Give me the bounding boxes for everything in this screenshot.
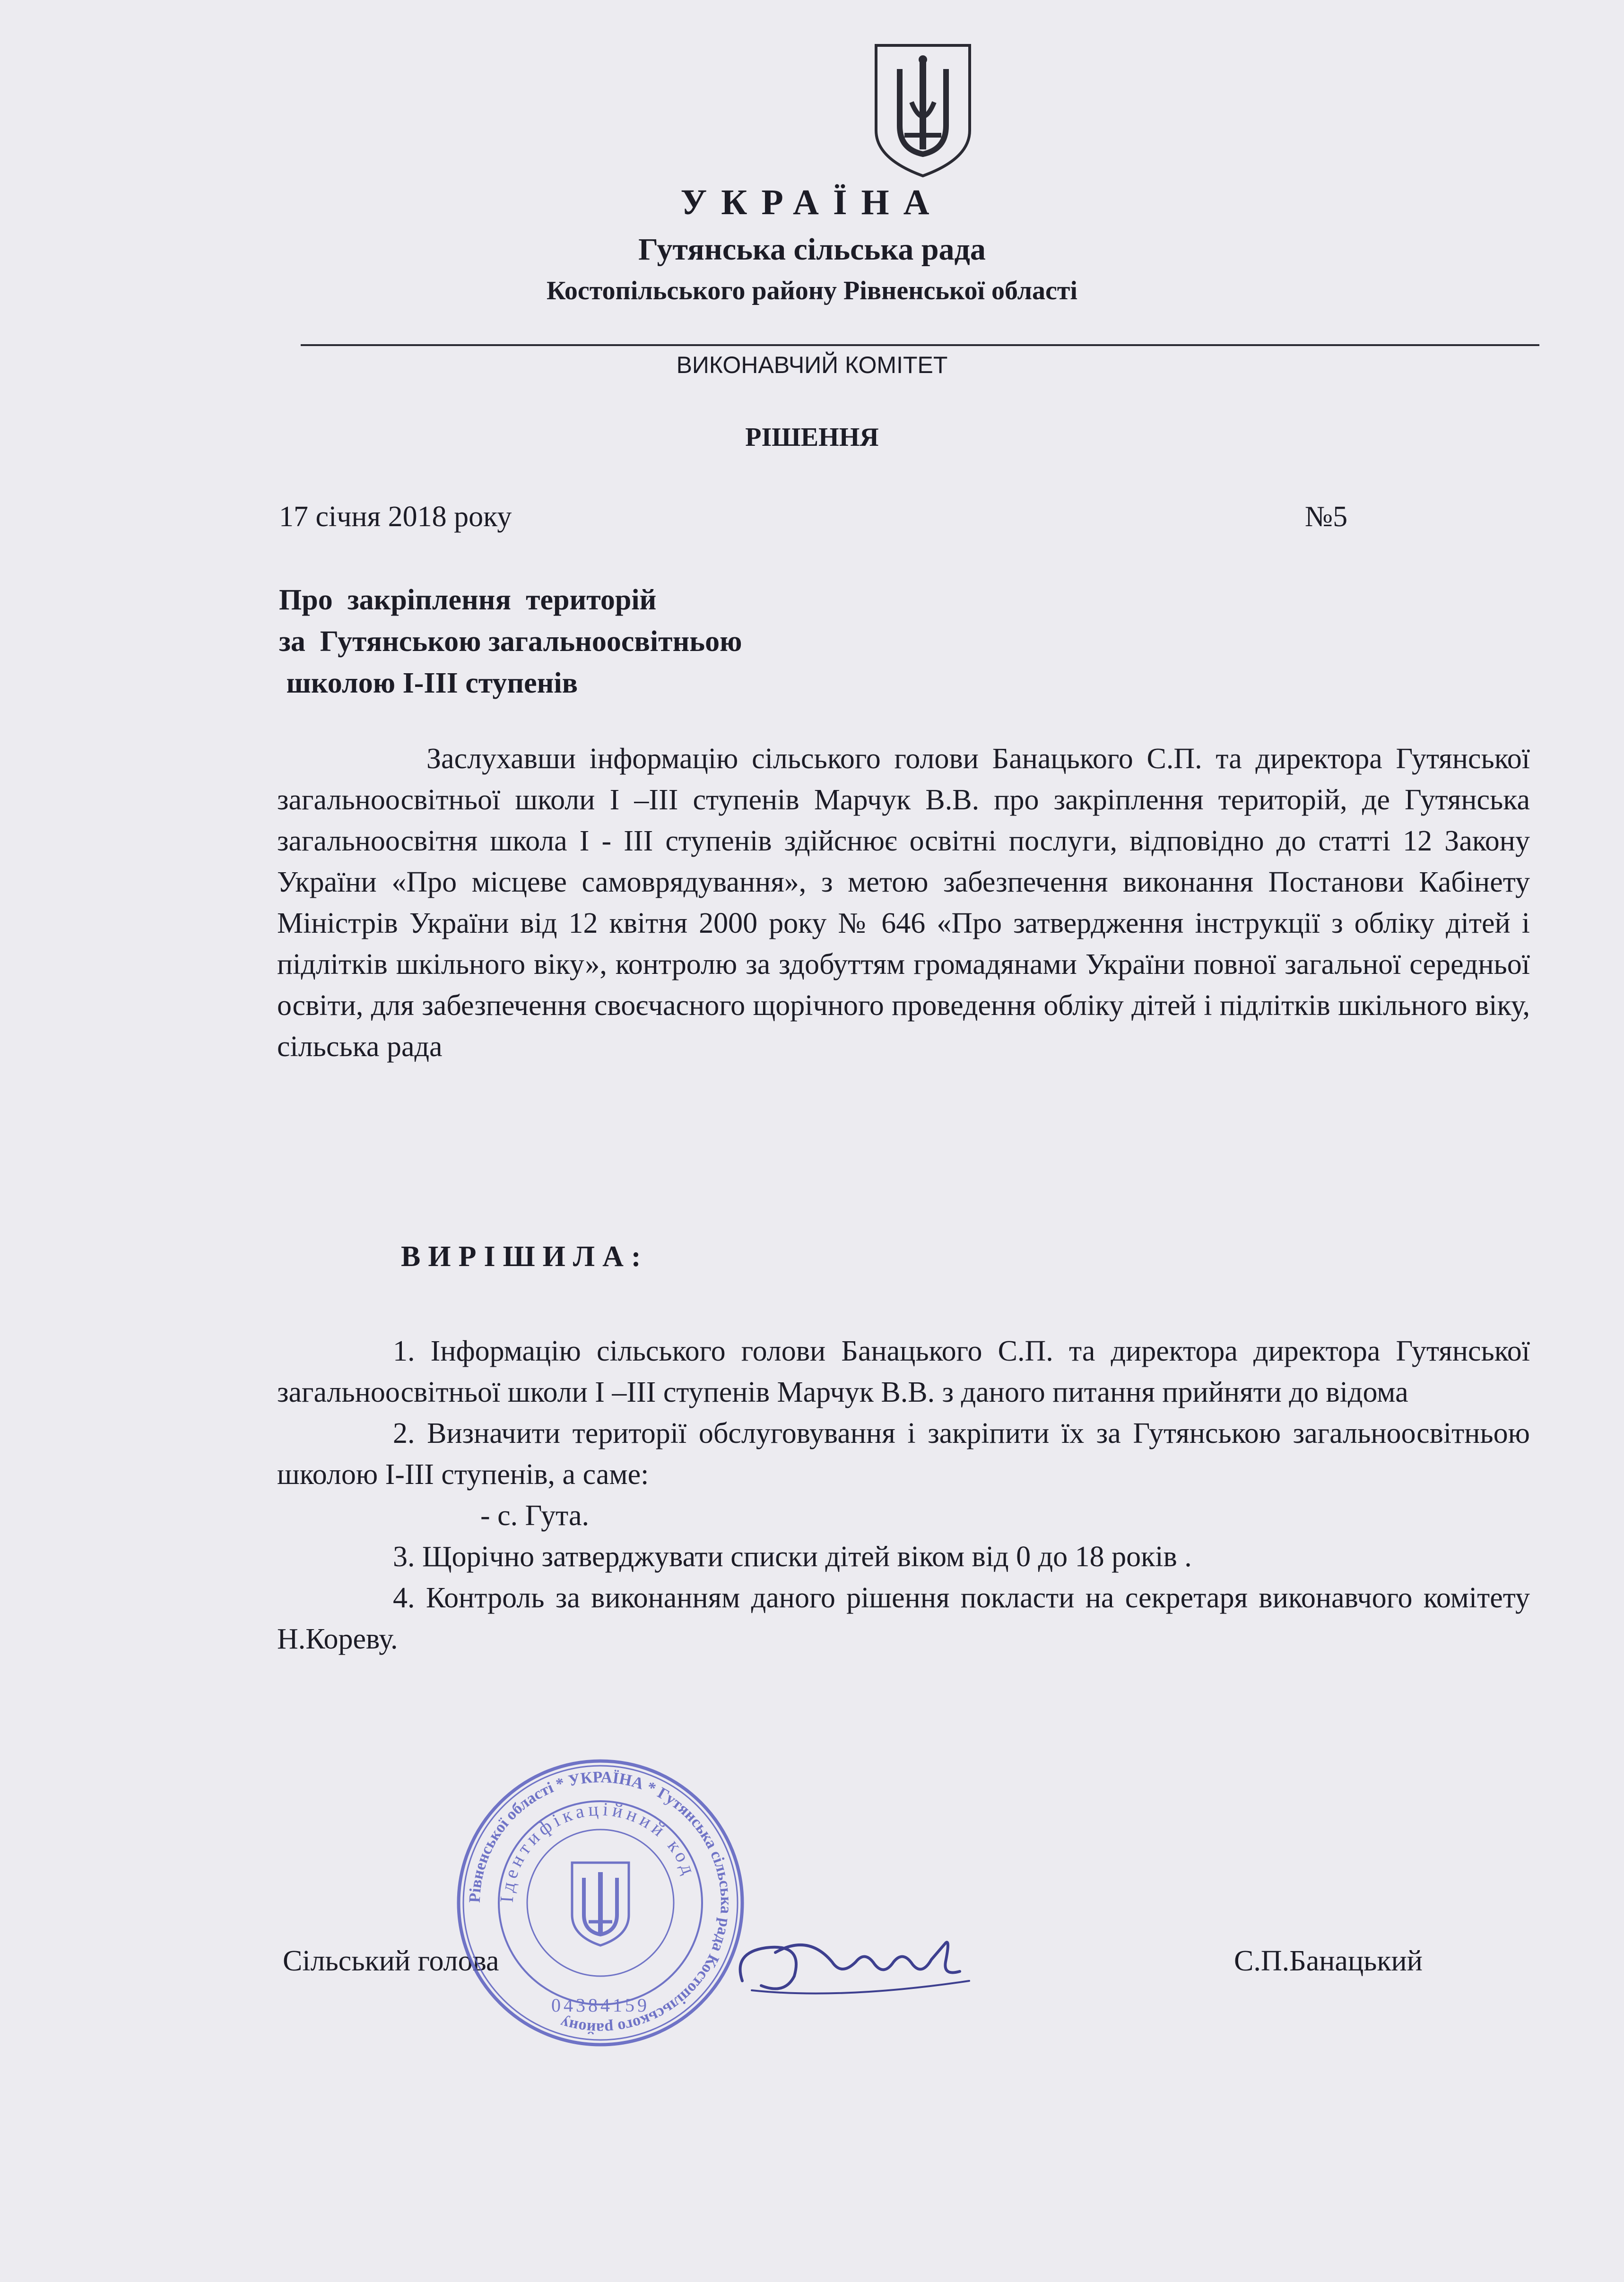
signatory-name: С.П.Банацький: [1234, 1945, 1423, 1977]
resolution-item-3: 3. Щорічно затверджувати списки дітей віком від 0 до 18 років .: [393, 1541, 1192, 1573]
trident-coat-of-arms-icon: [871, 41, 974, 181]
stamp-trident-icon: [572, 1863, 629, 1945]
decision-date: 17 січня 2018 року: [279, 501, 512, 533]
resolution-item-2-sub: - с. Гута.: [480, 1500, 590, 1532]
signature-label: Сільський голова: [283, 1945, 499, 1977]
committee-name: ВИКОНАВЧИЙ КОМІТЕТ: [676, 352, 948, 378]
council-name: Гутянська сільська рада: [638, 232, 986, 267]
stamp-ring-text: Рівненської області * УКРАЇНА * Гутянська сільська рада Костопільського району: [466, 1768, 735, 2038]
country-name: УКРАЇНА: [680, 182, 944, 222]
resolution-items: [277, 1331, 1530, 1660]
resolution-item-2: 2. Визначити території обслуговування і закріпити їх за Гутянською загальноосвітньою школою І-ІІІ ступенів, а саме:: [277, 1417, 1530, 1491]
handwritten-signature-icon: [723, 1924, 979, 2009]
official-round-stamp-icon: [452, 1754, 749, 2052]
resolution-item-1: 1. Інформацію сільського голови Банацького С.П. та директора директора Гутянської загальноосвітньої школи І –ІІІ ступенів Марчук В.В. з даного питання прийняти до відома: [277, 1335, 1530, 1408]
preamble-text: Заслухавши інформацію сільського голови Банацького С.П. та директора Гутянської загальноосвітньої школи І –ІІІ ступенів Марчук В.В. про закріплення територій, де Гутянська загальноосвітня школа І - ІІІ ступенів здійснює освітні послуги, відповідно до статті 12 Закону України «Про місцеве самоврядування», з метою забезпечення виконання Постанови Кабінету Міністрів України від 12 квітня 2000 року № 646 «Про затвердження інструкції з обліку дітей і підлітків шкільного віку», контролю за здобуттям громадянами України повної загальної середньої освіти, для забезпечення своєчасного щорічного проведення обліку дітей і підлітків шкільного віку, сільська рада: [277, 743, 1530, 1063]
subject-line-2: за Гутянською загальноосвітньою: [279, 625, 742, 658]
resolution-item-4: 4. Контроль за виконанням даного рішення покласти на секретаря виконавчого комітету Н.Кореву.: [277, 1582, 1530, 1655]
subject-line-1: Про закріплення територій: [279, 584, 657, 616]
document-type-title: РІШЕННЯ: [745, 423, 879, 452]
header-divider: [301, 344, 1539, 346]
district-name: Костопільського району Рівненської області: [547, 276, 1077, 305]
decision-number: №5: [1305, 501, 1348, 533]
decision-preamble: [277, 738, 1530, 1067]
stamp-code: 04384159: [551, 1995, 650, 2016]
subject-line-3: школою І-ІІІ ступенів: [279, 667, 578, 699]
resolution-heading: ВИРІШИЛА:: [401, 1241, 649, 1273]
decision-subject: [279, 579, 742, 704]
stamp-inner-text: Ідентифікаційний код: [495, 1798, 701, 1903]
